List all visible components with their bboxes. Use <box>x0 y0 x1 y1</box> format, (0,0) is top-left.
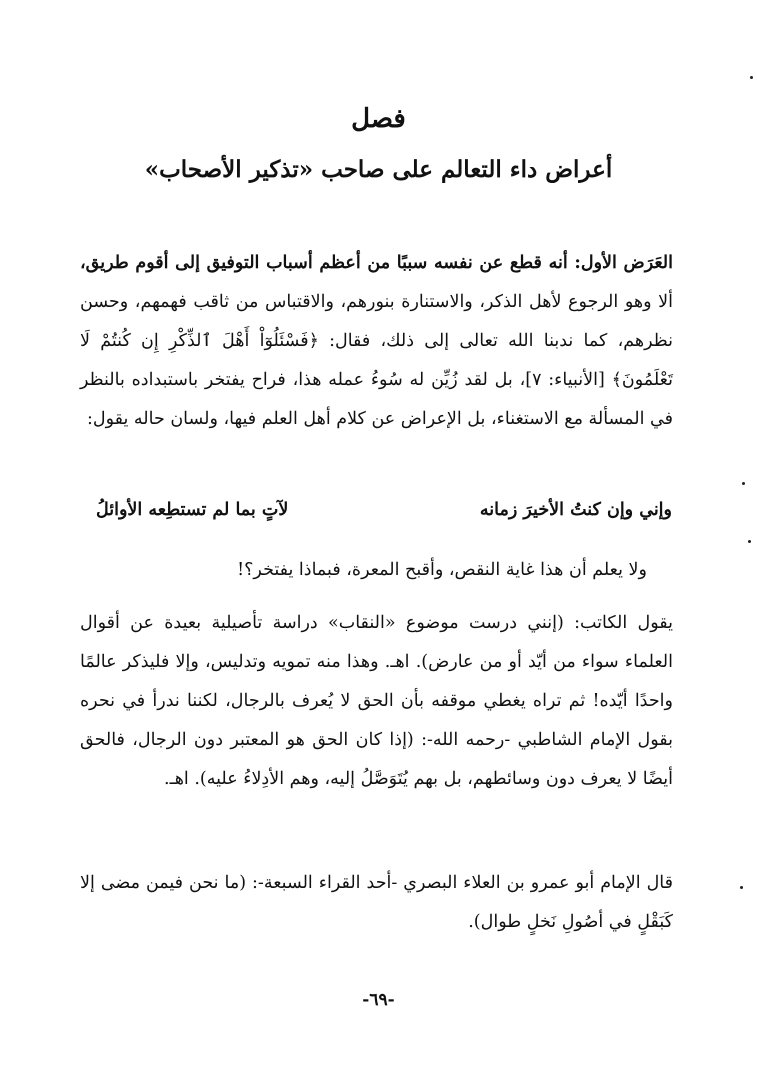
verse-second-hemistich: لآتٍ بما لم تستطِعه الأوائلُ <box>96 500 289 520</box>
margin-speck <box>750 76 753 79</box>
paragraph-author-quote: يقول الكاتب: (إنني درست موضوع «النقاب» دراسة تأصيلية بعيدة عن أقوال العلماء سواء من أيّد أو من عارض). اهـ. وهذا منه تمويه وتدليس، وإلا فليذكر عالمًا واحدًا أيّده! ثم تراه يغطي موقفه بأن الحق لا يُعرف بالرجال، لكننا ندرأ في نحره بقول الإمام الشاطبي -رحمه الله-: (إذا كان الحق هو المعتبر دون الرجال، فالحق أيضًا لا يعرف دون وسائطهم، بل بهم يُتَوَصَّلُ إليه، وهم الأدِلاءُ عليه). اهـ. <box>80 613 673 789</box>
paragraph-abu-amr-quote: قال الإمام أبو عمرو بن العلاء البصري -أحد القراء السبعة-: (ما نحن فيمن مضى إلا كَبَقْلٍ في أصُولِ نَخلٍ طوال). <box>80 873 673 932</box>
margin-speck <box>748 540 751 543</box>
paragraph-body: ألا وهو الرجوع لأهل الذكر، والاستنارة بنورهم، والاقتباس من ثاقب فهمهم، وحسن نظرهم، كما ندبنا الله تعالى إلى ذلك، فقال: ﴿فَسْئَلُوٓاْ أَهْلَ ٱلذِّكْرِ إِن كُنتُمْ لَا تَعْلَمُونَ﴾ [الأنبياء: ٧]، بل لقد زُيِّن له سُوءُ عمله هذا، فراح يفتخر باستبداده بالنظر في المسألة مع الاستغناء، بل الإعراض عن كلام أهل العلم فيها، ولسان حاله يقول: <box>80 292 673 429</box>
page-number: -٦٩- <box>362 990 395 1010</box>
paragraph-lead <box>80 253 673 273</box>
lead-label: العَرَض الأول: <box>574 253 673 273</box>
margin-speck <box>742 482 745 485</box>
verse-first-hemistich: وإني وإن كنتُ الأخيرَ زمانه <box>479 500 672 520</box>
paragraph-after-verse: ولا يعلم أن هذا غاية النقص، وأقبح المعرة، فبماذا يفتخر؟! <box>237 560 647 580</box>
paragraph-first-symptom <box>80 244 673 439</box>
margin-speck <box>740 886 743 889</box>
section-subheading: أعراض داء التعالم على صاحب «تذكير الأصحاب» <box>144 156 613 183</box>
section-heading: فصل <box>351 104 406 134</box>
lead-text: أنه قطع عن نفسه سببًا من أعظم أسباب التوفيق إلى أقوم طريق، <box>80 253 575 273</box>
